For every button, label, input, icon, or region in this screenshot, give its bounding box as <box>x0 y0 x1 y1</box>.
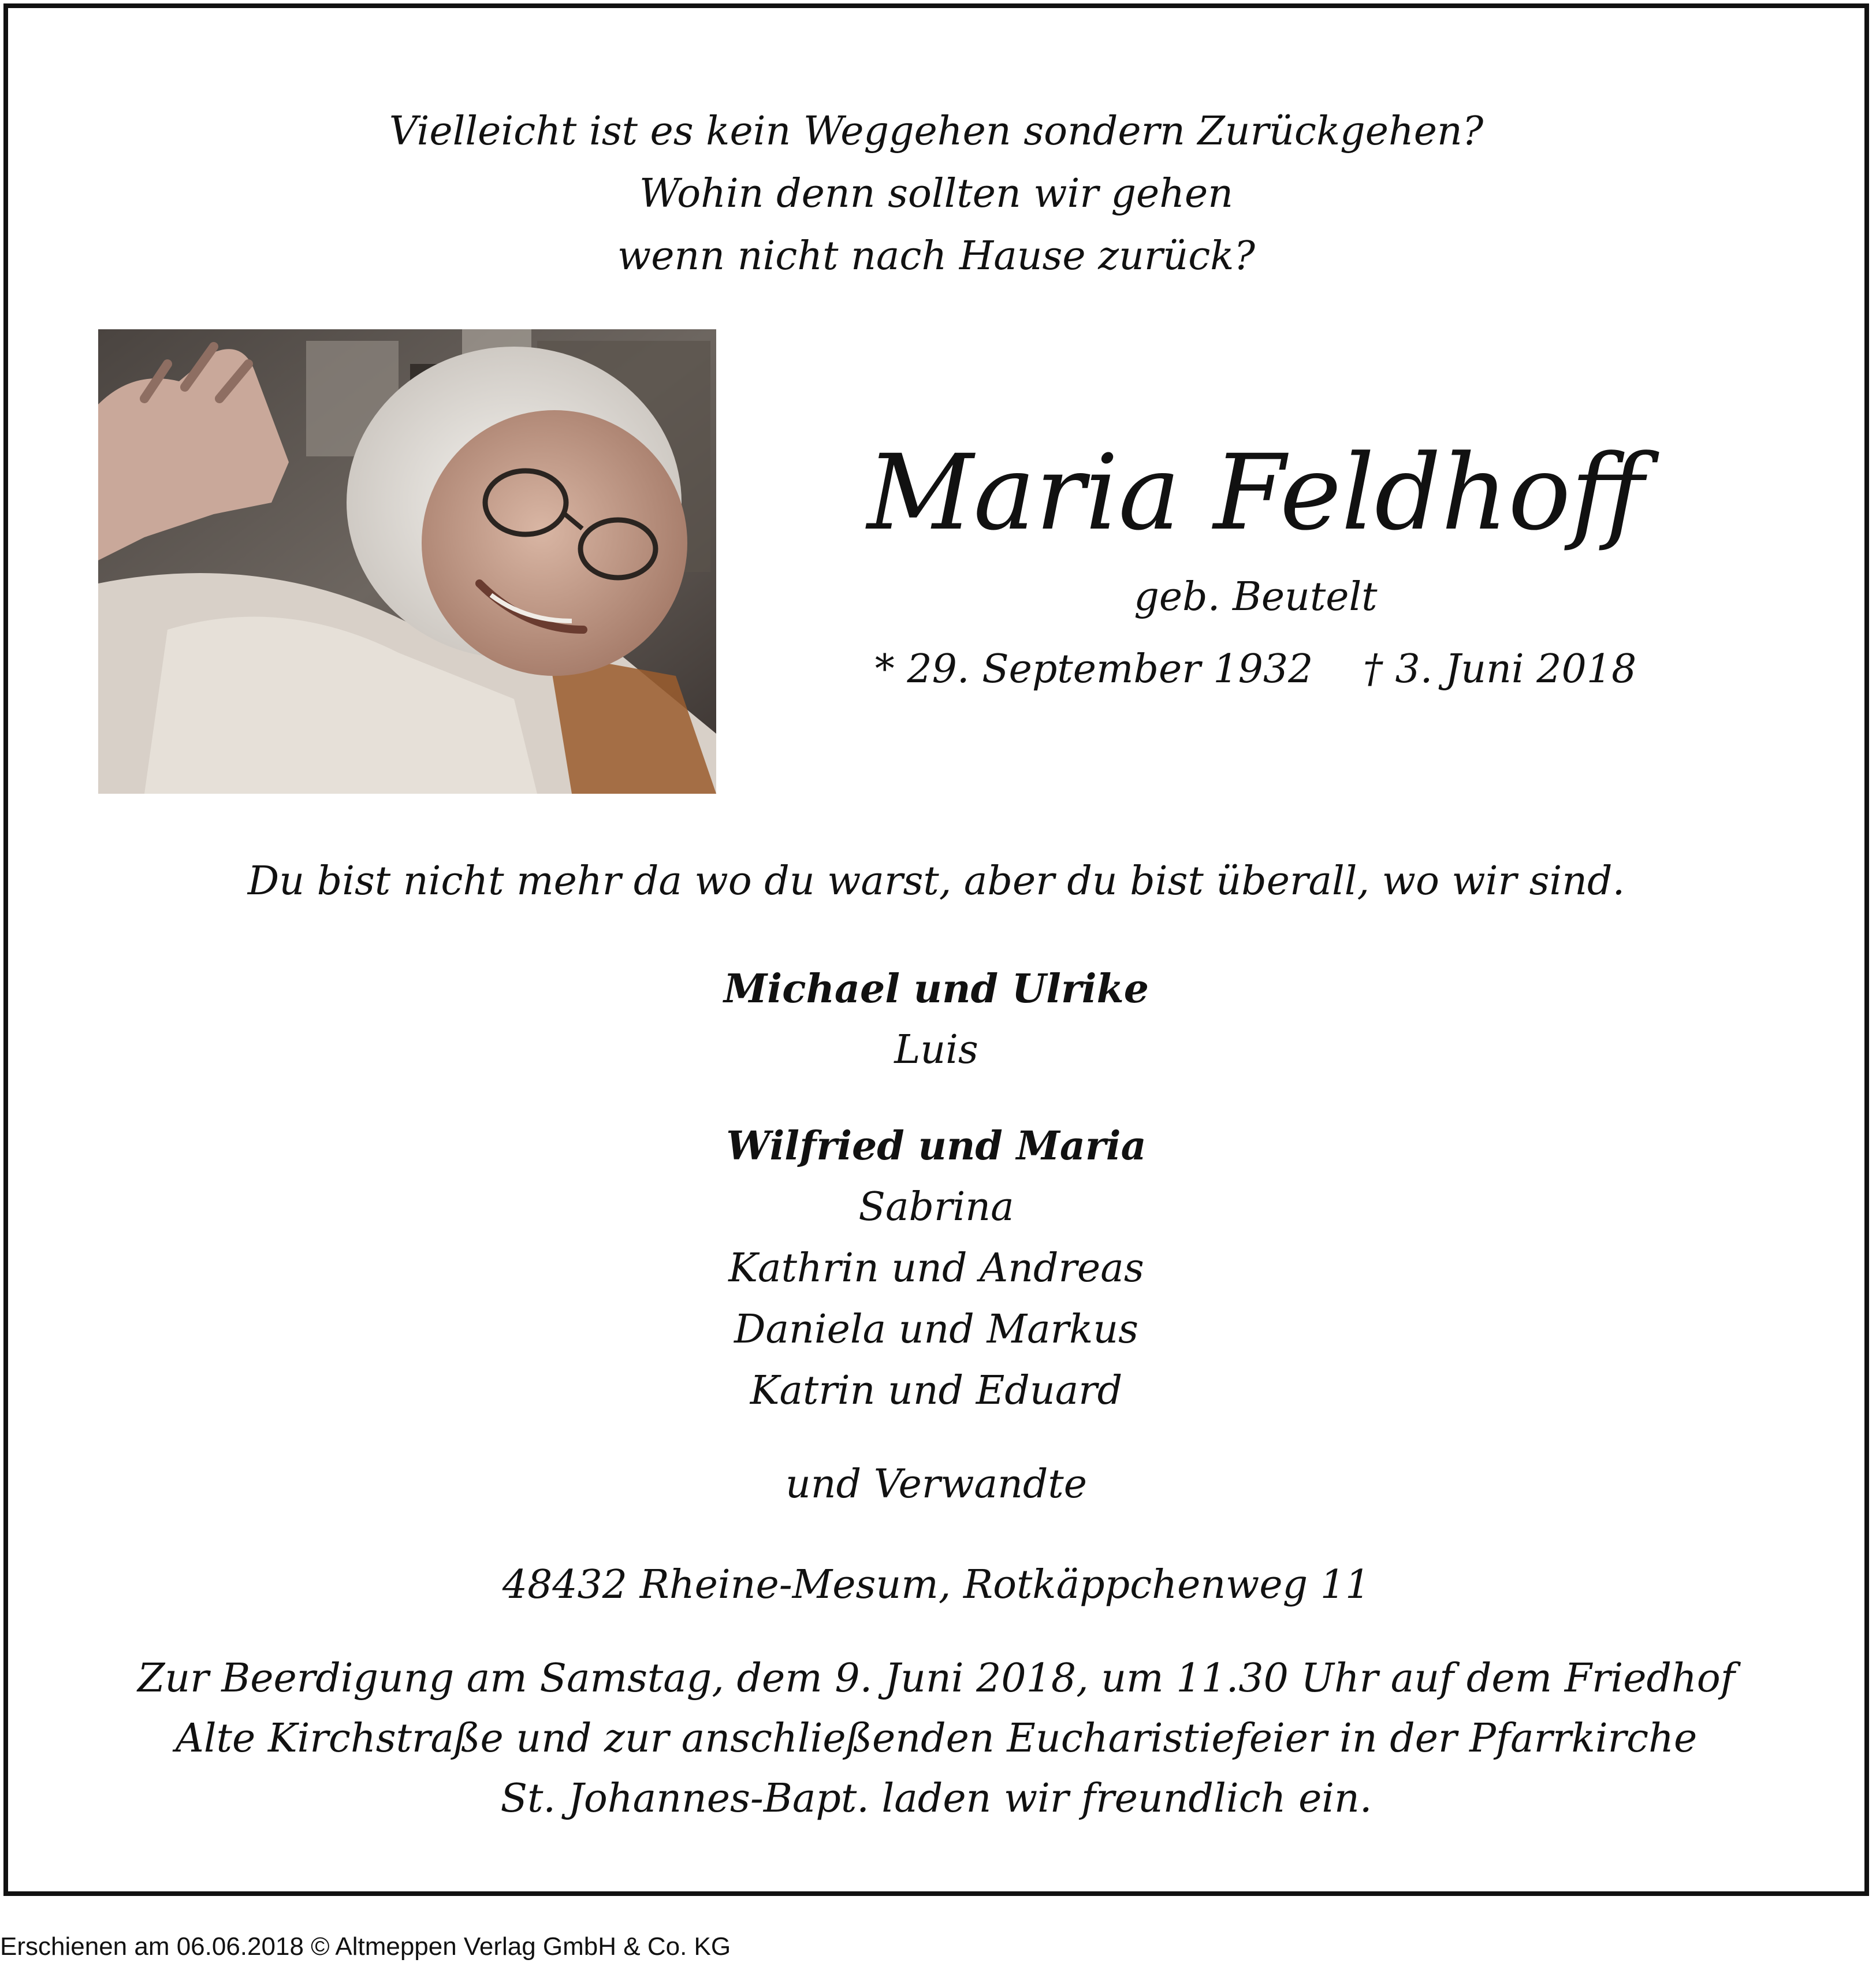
memorial-quote: Du bist nicht mehr da wo du warst, aber du bist überall, wo wir sind. <box>247 858 1625 904</box>
family-group-2 <box>8 1116 1864 1422</box>
life-dates <box>753 644 1758 696</box>
family-member: Kathrin und Andreas <box>728 1245 1144 1291</box>
motto-poem <box>8 101 1864 288</box>
motto-line: wenn nicht nach Hause zurück? <box>617 233 1255 279</box>
portrait-image <box>98 329 716 794</box>
address: 48432 Rheine-Mesum, Rotkäppchenweg 11 <box>502 1562 1371 1608</box>
motto-line: Wohin denn sollten wir gehen <box>639 171 1234 217</box>
death-date: † 3. Juni 2018 <box>1363 646 1637 692</box>
funeral-announcement <box>8 1649 1864 1829</box>
family-member: Daniela und Markus <box>734 1307 1139 1352</box>
funeral-line: Zur Beerdigung am Samstag, dem 9. Juni 2018, um 11.30 Uhr auf dem Friedhof <box>137 1656 1735 1701</box>
family-member: Sabrina <box>858 1184 1014 1230</box>
born-name: geb. Beutelt <box>1134 574 1378 620</box>
family-member: Luis <box>894 1027 978 1073</box>
publication-footer: Erschienen am 06.06.2018 © Altmeppen Verlag GmbH & Co. KG <box>0 1932 731 1961</box>
deceased-name: Maria Feldhoff <box>867 433 1644 553</box>
family-member: Katrin und Eduard <box>750 1368 1123 1414</box>
family-head: Wilfried und Maria <box>726 1123 1147 1169</box>
family-group-1 <box>8 958 1864 1081</box>
funeral-line: Alte Kirchstraße und zur anschließenden Eucharistiefeier in der Pfarrkirche <box>175 1716 1698 1761</box>
portrait-photo <box>98 329 716 794</box>
family-head: Michael und Ulrike <box>723 966 1149 1012</box>
notice-frame <box>3 3 1869 1896</box>
funeral-line: St. Johannes-Bapt. laden wir freundlich ein. <box>500 1776 1372 1821</box>
birth-date: * 29. September 1932 <box>874 646 1313 692</box>
relatives-line: und Verwandte <box>786 1462 1087 1507</box>
motto-line: Vielleicht ist es kein Weggehen sondern Zurückgehen? <box>389 109 1484 154</box>
